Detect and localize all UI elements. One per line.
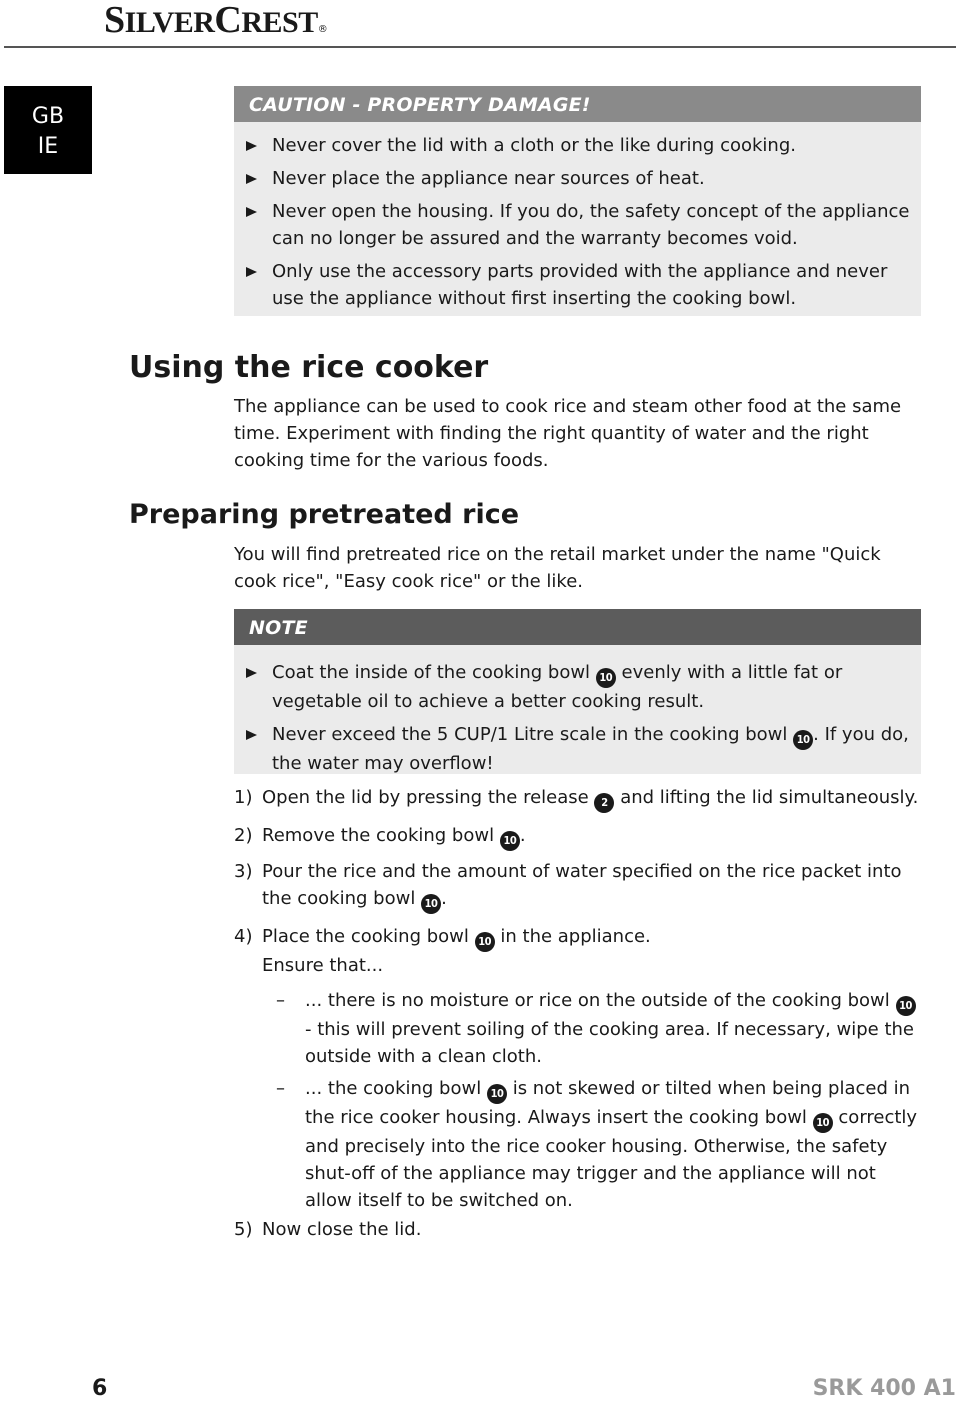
step-text: in the appliance. (500, 926, 651, 947)
part-number-badge: 10 (793, 730, 813, 750)
brand-letter: S (104, 0, 125, 41)
note-item-text: Never exceed the 5 CUP/1 Litre scale in the cooking bowl (272, 724, 788, 745)
step-text: . (441, 888, 447, 909)
part-number-badge: 10 (500, 831, 520, 851)
step-text: Place the cooking bowl (262, 926, 469, 947)
caution-item-text: Never place the appliance near sources of heat. (272, 168, 705, 189)
caution-item-text: Only use the accessory parts provided with the appliance and never use the appliance without first inserting the cooking bowl. (272, 261, 888, 309)
bullet-arrow-icon (246, 267, 257, 277)
caution-item (234, 165, 921, 192)
model-number: SRK 400 A1 (812, 1376, 956, 1401)
brand-letters: REST (241, 6, 318, 39)
note-item (234, 721, 921, 777)
step-4 (234, 923, 924, 979)
step-text: and lifting the lid simultaneously. (620, 787, 919, 808)
part-number-badge: 10 (596, 668, 616, 688)
step-text: Pour the rice and the amount of water specified on the rice packet into the cooking bowl (262, 861, 902, 909)
caution-title: CAUTION - PROPERTY DAMAGE! (234, 86, 921, 122)
condition-2 (276, 1075, 924, 1214)
bullet-arrow-icon (246, 730, 257, 740)
part-number-badge: 10 (475, 932, 495, 952)
step-text: Open the lid by pressing the release (262, 787, 589, 808)
section-text-preparing: You will find pretreated rice on the retail market under the name "Quick cook rice", "Easy cook rice" or the like. (234, 544, 881, 592)
caution-item (234, 258, 921, 312)
brand-logo (104, 0, 327, 43)
caution-box (234, 86, 921, 316)
step-number: 4) (234, 926, 253, 947)
caution-item (234, 198, 921, 252)
note-item-text: evenly with a little fat or vegetable oil to achieve a better cooking result. (272, 662, 843, 712)
note-box (234, 609, 921, 774)
condition-text: ... there is no moisture or rice on the outside of the cooking bowl (305, 990, 890, 1011)
section-heading-preparing: Preparing pretreated rice (129, 499, 520, 530)
bullet-arrow-icon (246, 207, 257, 217)
step-text: Remove the cooking bowl (262, 825, 495, 846)
note-item-text: Coat the inside of the cooking bowl (272, 662, 591, 683)
note-item-text: . If you do, the water may overflow! (272, 724, 909, 774)
step-2 (234, 822, 924, 851)
step-number: 3) (234, 861, 253, 882)
caution-item-text: Never cover the lid with a cloth or the like during cooking. (272, 135, 796, 156)
step-number: 1) (234, 787, 253, 808)
step-text: . (519, 825, 526, 846)
bullet-arrow-icon (246, 668, 257, 678)
section-heading-using: Using the rice cooker (129, 350, 489, 385)
bullet-arrow-icon (246, 174, 257, 184)
page-number: 6 (92, 1376, 108, 1401)
condition-1 (276, 987, 924, 1070)
brand-letter: C (214, 0, 242, 41)
dash-mark: – (276, 990, 285, 1011)
condition-text: is not skewed or tilted when being placed in the rice cooker housing. Always insert the cooking bowl (305, 1078, 911, 1128)
registered-mark: ® (317, 24, 328, 35)
bullet-arrow-icon (246, 141, 257, 151)
condition-text: - this will prevent soiling of the cooking area. If necessary, wipe the outside with a clean cloth. (305, 1019, 915, 1067)
part-number-badge: 10 (813, 1113, 833, 1133)
header-rule (4, 46, 956, 48)
language-tab (4, 86, 92, 174)
step-number: 5) (234, 1219, 253, 1240)
caution-item-text: Never open the housing. If you do, the safety concept of the appliance can no longer be assured and the warranty becomes void. (272, 201, 910, 249)
note-title: NOTE (234, 609, 921, 645)
condition-text: correctly and precisely into the rice cooker housing. Otherwise, the safety shut-off of the appliance may trigger and the appliance will not allow itself to be switched on. (305, 1107, 918, 1211)
brand-letters: ILVER (124, 6, 215, 39)
section-text-using: The appliance can be used to cook rice and steam other food at the same time. Experiment with finding the right quantity of water and the right cooking time for the various foods. (234, 396, 902, 471)
part-number-badge: 10 (421, 894, 441, 914)
dash-mark: – (276, 1078, 285, 1099)
language-gb: GB (31, 104, 65, 129)
part-number-badge: 10 (896, 996, 916, 1016)
condition-text: ... the cooking bowl (305, 1078, 482, 1099)
step-1 (234, 784, 924, 813)
part-number-badge: 10 (487, 1084, 507, 1104)
step-5 (234, 1216, 924, 1243)
part-number-badge: 2 (594, 793, 614, 813)
note-item (234, 659, 921, 715)
step-text: Ensure that... (262, 955, 384, 976)
language-ie: IE (37, 134, 59, 159)
caution-item (234, 132, 921, 159)
step-text: Now close the lid. (262, 1219, 422, 1240)
step-number: 2) (234, 825, 253, 846)
step-3 (234, 858, 924, 914)
